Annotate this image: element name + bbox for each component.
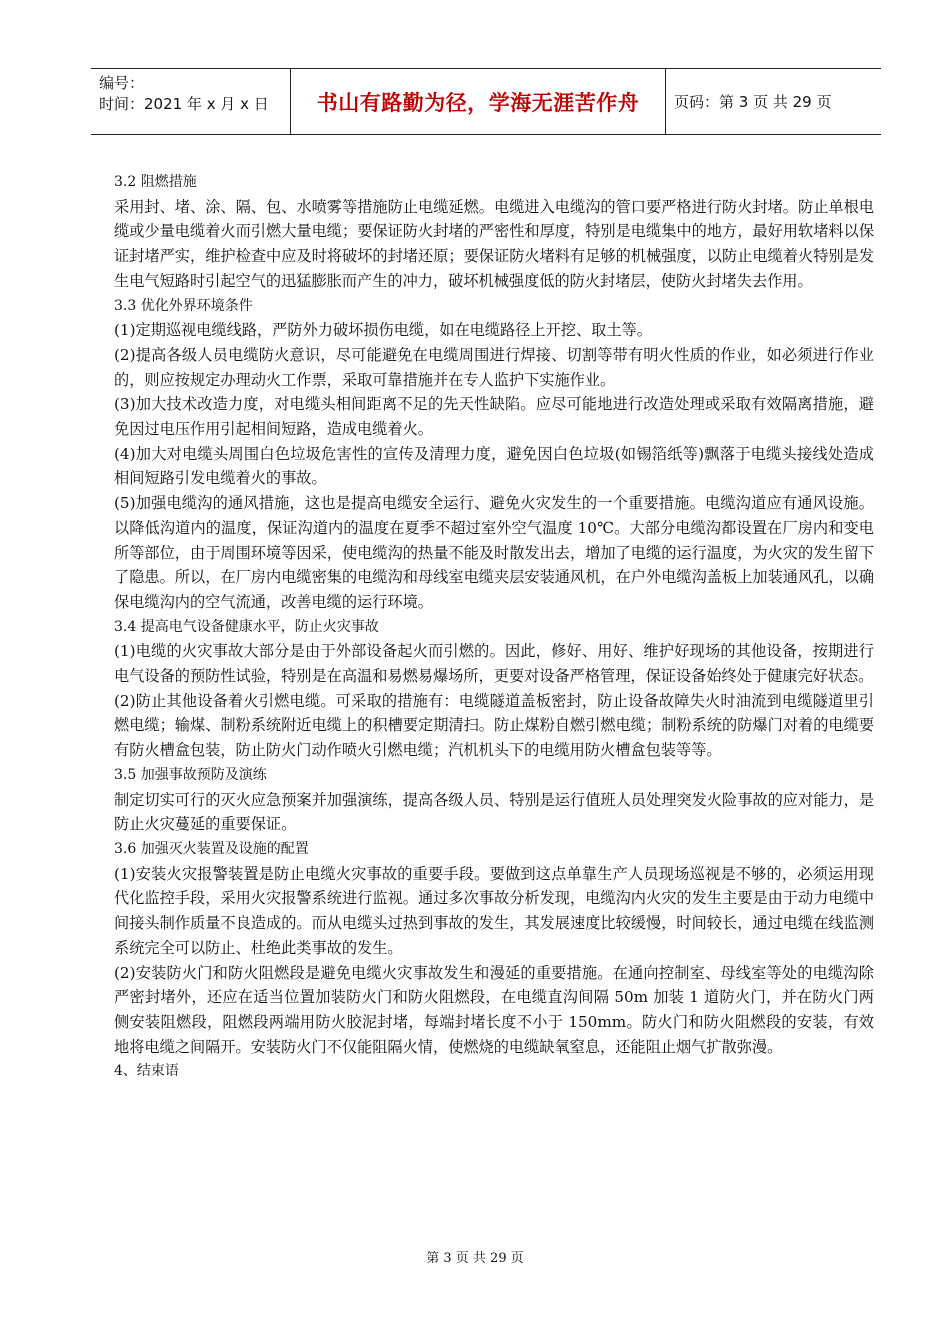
section-heading: 3.5 加强事故预防及演练 — [114, 766, 267, 783]
header-motto: 书山有路勤为径，学海无涯苦作舟 — [316, 90, 640, 115]
page-footer — [0, 1247, 950, 1266]
body-paragraph: (1)安装火灾报警装置是防止电缆火灾事故的重要手段。要做到这点单靠生产人员现场巡视是不够的，必须运用现代化监控手段，采用火灾报警系统进行监视。通过多次事故分析发现，电缆沟内火灾的发生主要是由于动力电缆中间接头制作质量不良造成的。而从电缆头过热到事故的发生，其发展速度比较缓慢，时间较长，通过电缆在线监测系统完全可以防止、杜绝此类事故的发生。 — [114, 864, 874, 957]
body-paragraph: (4)加大对电缆头周围白色垃圾危害性的宣传及清理力度，避免因白色垃圾(如锡箔纸等)飘落于电缆头接线处造成相间短路引发电缆着火的事故。 — [114, 444, 874, 488]
body-paragraph: (2)防止其他设备着火引燃电缆。可采取的措施有：电缆隧道盖板密封，防止设备故障失火时油流到电缆隧道里引燃电缆；输煤、制粉系统附近电缆上的积槽要定期清扫。防止煤粉自燃引燃电缆；制粉系统的防爆门对着的电缆要有防火槽盒包装，防止防火门动作喷火引燃电缆；汽机机头下的电缆用防火槽盒包装等等。 — [114, 691, 874, 760]
body-paragraph: (1)电缆的火灾事故大部分是由于外部设备起火而引燃的。因此，修好、用好、维护好现场的其他设备，按期进行电气设备的预防性试验，特别是在高温和易燃易爆场所，更要对设备严格管理，保证设备始终处于健康完好状态。 — [114, 642, 874, 686]
document-header — [91, 68, 881, 135]
section-heading: 3.6 加强灭火装置及设施的配置 — [114, 840, 309, 857]
header-page-number: 页码：第 3 页 共 29 页 — [674, 93, 832, 111]
body-paragraph: (1)定期巡视电缆线路，严防外力破坏损伤电缆，如在电缆路径上开挖、取土等。 — [114, 321, 652, 340]
document-number-label: 编号： — [99, 74, 145, 92]
section-heading: 3.2 阻燃措施 — [114, 174, 197, 190]
body-paragraph: (3)加大技术改造力度，对电缆头相间距离不足的先天性缺陷。应尽可能地进行改造处理或采取有效隔离措施，避免因过电压作用引起相间短路，造成电缆着火。 — [114, 395, 874, 439]
section-heading: 3.3 优化外界环境条件 — [114, 297, 253, 314]
body-paragraph: (5)加强电缆沟的通风措施，这也是提高电缆安全运行、避免火灾发生的一个重要措施。电缆沟道应有通风设施。以降低沟道内的温度，保证沟道内的温度在夏季不超过室外空气温度 10℃。大部分电缆沟都设置在厂房内和变电所等部位，由于周围环境等因采，使电缆沟的热量不能及时散发出去，增加了电缆的运行温度，为火灾的发生留下了隐患。所以，在厂房内电缆密集的电缆沟和母线室电缆夹层安装通风机，在户外电缆沟盖板上加装通风孔，以确保电缆沟内的空气流通，改善电缆的运行环境。 — [114, 494, 874, 611]
body-paragraph: (2)安装防火门和防火阻燃段是避免电缆火灾事故发生和漫延的重要措施。在通向控制室、母线室等处的电缆沟除严密封堵外，还应在适当位置加装防火门和防火阻燃段，在电缆直沟间隔 50m 加装 1 道防火门，并在防火门两侧安装阻燃段，阻燃段两端用防火胶泥封堵，每端封堵长度不小于 150mm。防火门和防火阻燃段的安装，有效地将电缆之间隔开。安装防火门不仅能阻隔火情，使燃烧的电缆缺氧窒息，还能阻止烟气扩散弥漫。 — [114, 963, 874, 1056]
footer-page-number: 第 3 页 共 29 页 — [426, 1251, 524, 1266]
body-paragraph: (2)提高各级人员电缆防火意识，尽可能避免在电缆周围进行焊接、切割等带有明火性质的作业，如必须进行作业的，则应按规定办理动火工作票，采取可靠措施并在专人监护下实施作业。 — [114, 345, 874, 389]
body-paragraph: 制定切实可行的灭火应急预案并加强演练，提高各级人员、特别是运行值班人员处理突发火险事故的应对能力，是防止火灾蔓延的重要保证。 — [114, 790, 874, 834]
section-heading: 4、结束语 — [114, 1063, 179, 1080]
header-meta — [91, 69, 291, 134]
body-paragraph: 采用封、堵、涂、隔、包、水喷雾等措施防止电缆延燃。电缆进入电缆沟的管口要严格进行防火封堵。防止单根电缆或少量电缆着火而引燃大量电缆；要保证防火封堵的严密性和厚度，特别是电缆集中的地方，最好用软堵料以保证封堵严实，维护检查中应及时将破坏的封堵还原；要保证防火堵料有足够的机械强度，以防止电缆着火特别是发生电气短路时引起空气的迅猛膨胀而产生的冲力，破坏机械强度低的防火封堵层，使防火封堵失去作用。 — [114, 197, 874, 290]
document-time-label: 时间：2021 年 x 月 x 日 — [99, 95, 269, 113]
header-page-cell — [666, 69, 881, 134]
document-body — [114, 170, 874, 1084]
section-heading: 3.4 提高电气设备健康水平，防止火灾事故 — [114, 618, 379, 635]
header-motto-cell — [291, 69, 666, 134]
